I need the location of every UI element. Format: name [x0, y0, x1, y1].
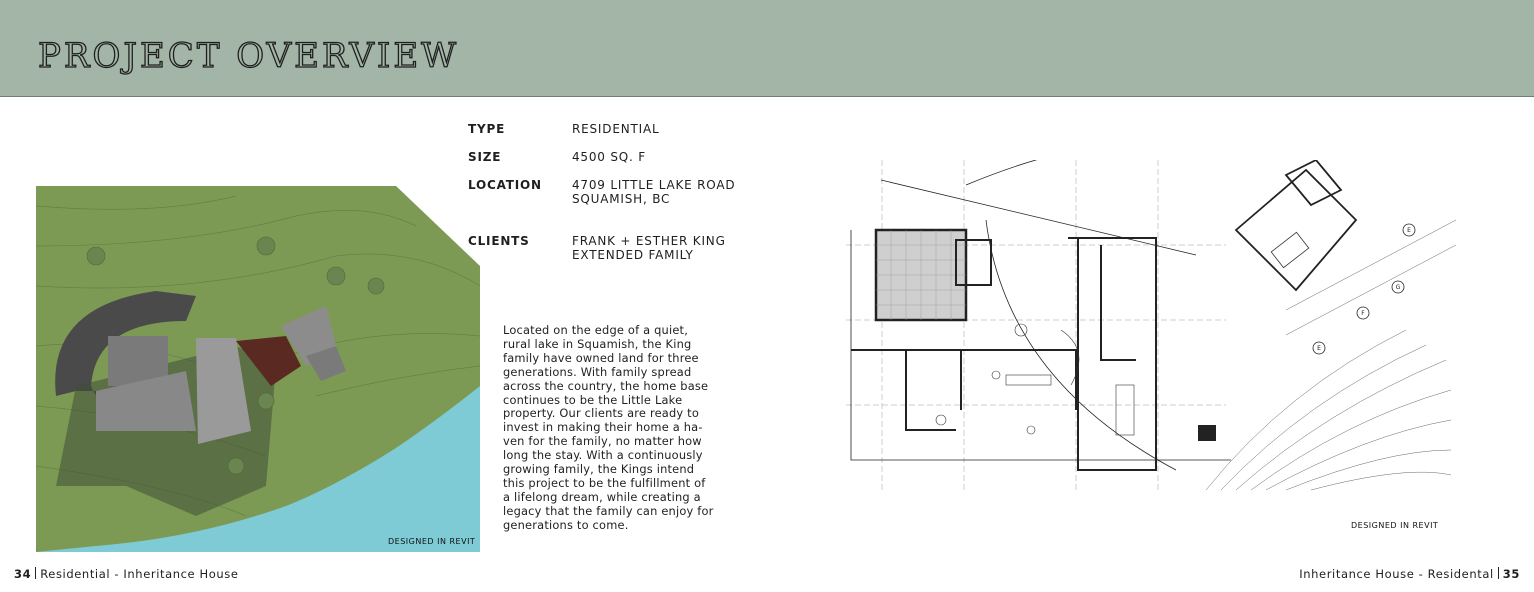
page-header: [0, 0, 1534, 97]
grid-label: F: [1361, 310, 1365, 317]
page-number-left: 34: [14, 567, 32, 581]
site-plan-caption: DESIGNED IN REVIT: [388, 537, 476, 546]
fact-label: SIZE: [468, 150, 502, 164]
project-description: Located on the edge of a quiet, rural lake in Squamish, the King family have owned land for three generations. With family spread across the country, the home base continues to be the Little Lake property. Our clients are ready to invest in making their home a ha- ven for the family, no matter how long the stay. With a continuously growing family, the Kings intend this project to be the fulfillment of a lifelong dream, while creating a legacy that the family can enjoy for generations to come.: [503, 323, 714, 532]
footer-divider: [1498, 567, 1499, 579]
fact-value: 4709 LITTLE LAKE ROAD SQUAMISH, BC: [572, 178, 736, 206]
footer-right: [1299, 567, 1520, 581]
grid-label: G: [1395, 284, 1401, 291]
page-number-right: 35: [1502, 567, 1520, 581]
fact-label: LOCATION: [468, 178, 542, 192]
grid-label: E: [1317, 345, 1321, 352]
fact-value: 4500 SQ. F: [572, 150, 646, 164]
page-title: PROJECT OVERVIEW: [38, 36, 460, 76]
footer-divider: [35, 567, 36, 579]
site-plan-image: [36, 186, 480, 552]
floor-plan-caption: DESIGNED IN REVIT: [1351, 521, 1439, 530]
grid-label: E: [1407, 227, 1411, 234]
footer-left: [14, 567, 239, 581]
footer-left-title: Residential - Inheritance House: [40, 567, 239, 581]
footer-right-title: Inheritance House - Residental: [1299, 567, 1494, 581]
fact-value: FRANK + ESTHER KING EXTENDED FAMILY: [572, 234, 726, 262]
fact-value: RESIDENTIAL: [572, 122, 660, 136]
fact-label: TYPE: [468, 122, 506, 136]
floor-plan-drawing: [846, 160, 1456, 500]
fact-label: CLIENTS: [468, 234, 530, 248]
